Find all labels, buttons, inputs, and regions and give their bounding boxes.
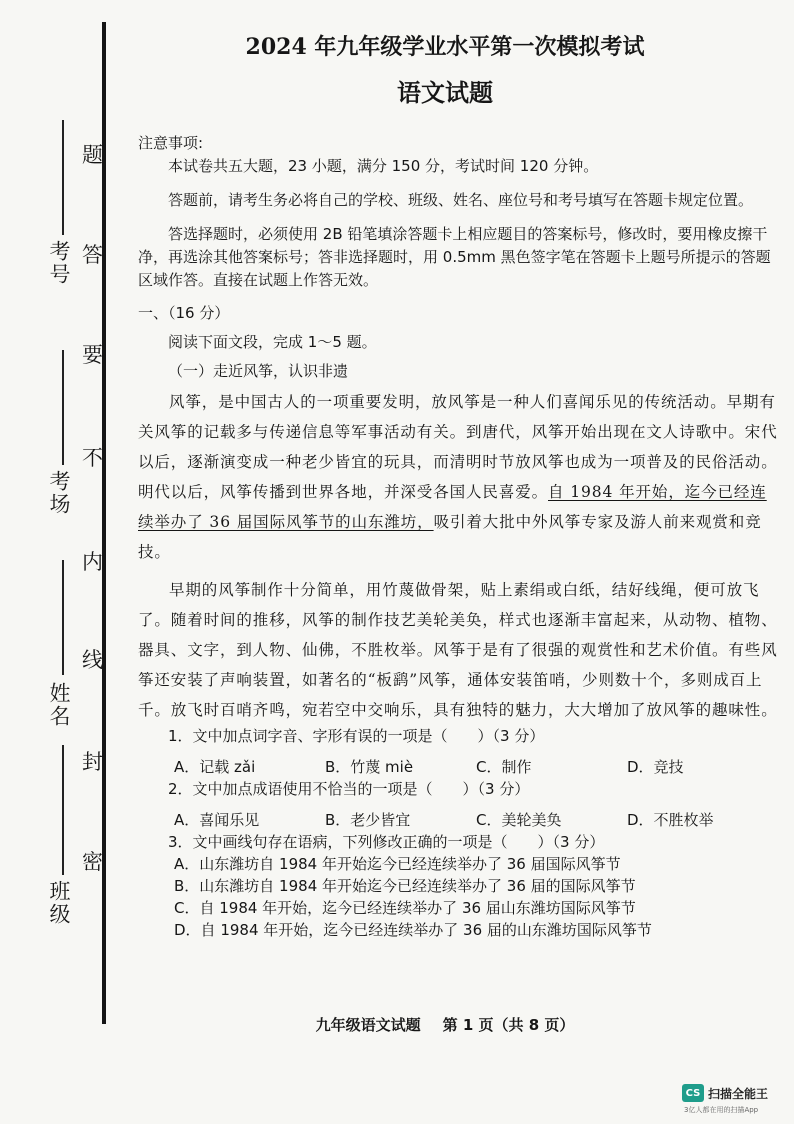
option-a: A．山东潍坊自 1984 年开始迄今已经连续举办了 36 届国际风筝节: [174, 855, 621, 873]
notice-item: 本试卷共五大题，23 小题，满分 150 分，考试时间 120 分钟。: [168, 157, 599, 175]
option-row: [138, 809, 778, 831]
passage-text: 风筝，是中国古人的一项重要发明，放风筝是一种人们喜闻乐见的传统活动。早期有关风筝的记载多与传递信息等军事活动有关。到唐代，风筝开始出现在文人诗歌中。宋代以后，逐渐演变成一种老少皆宜的玩具，而清明时节放风筝也成为一项普及的民俗活动。明代以后，风筝传播到世界各地，并深受各国人民喜爱。: [138, 393, 778, 501]
binding-char: 要: [82, 343, 103, 367]
scanner-watermark: [682, 1084, 768, 1102]
option-b: B．竹蔑 miè: [325, 758, 414, 776]
exam-subtitle: 语文试题: [397, 78, 493, 107]
exam-number-label: 考号: [47, 240, 71, 286]
exam-room-label: 考场: [47, 470, 71, 516]
option-c: C．自 1984 年开始，迄今已经连续举办了 36 届山东潍坊国际风筝节: [174, 899, 636, 917]
option-d: D．竞技: [627, 758, 684, 776]
name-label: 姓名: [47, 682, 71, 728]
option-row: [138, 756, 778, 778]
notice-item: 答选择题时，必须使用 2B 铅笔填涂答题卡上相应题目的答案标号，修改时，要用橡皮擦干净，再选涂其他答案标号；答非选择题时，用 0.5mm 黑色签字笔在答题卡上题号所提示的答题区域作答。直接在试题上作答无效。: [138, 225, 771, 289]
binding-margin: [0, 0, 108, 1124]
passage-paragraph: [138, 387, 778, 567]
option-c: C．制作: [476, 758, 532, 776]
footer-subject: 九年级语文试题: [315, 1016, 421, 1034]
exam-room-blank: [62, 350, 64, 465]
option-d: D．自 1984 年开始，迄今已经连续举办了 36 届的山东潍坊国际风筝节: [174, 921, 652, 939]
section-instruction: 阅读下面文段，完成 1～5 题。: [168, 333, 377, 351]
option-a: A．记载 zǎi: [174, 758, 256, 776]
exam-number-blank: [62, 120, 64, 235]
option-a: A．喜闻乐见: [174, 811, 260, 829]
binding-char: 内: [82, 550, 103, 574]
class-blank: [62, 745, 64, 875]
exam-title: 2024 年九年级学业水平第一次模拟考试: [245, 34, 645, 60]
question-stem: 2．文中加点成语使用不恰当的一项是（ ）（3 分）: [168, 780, 530, 798]
passage-text: 吸引着大批中外风筝专家及游人前来观赏和竞技。: [138, 513, 762, 561]
section-subheading: （一）走近风筝，认识非遗: [168, 362, 349, 380]
page-number: 第 1 页（共 8 页）: [442, 1016, 575, 1034]
underlined-sentence: 自 1984 年开始，迄今已经连续举办了 36 届国际风筝节的山东潍坊，: [138, 483, 767, 531]
option-b: B．山东潍坊自 1984 年开始迄今已经连续举办了 36 届的国际风筝节: [174, 877, 636, 895]
exam-content: [138, 132, 778, 941]
notice-heading: 注意事项:: [138, 134, 204, 152]
binding-char: 不: [82, 446, 103, 470]
watermark-tagline: 3亿人都在用的扫描App: [684, 1106, 759, 1114]
binding-char: 封: [82, 750, 103, 774]
name-blank: [62, 560, 64, 675]
cs-logo-icon: CS: [682, 1084, 704, 1102]
notice-item: 答题前，请考生务必将自己的学校、班级、姓名、座位号和考号填写在答题卡规定位置。: [168, 191, 754, 209]
option-b: B．老少皆宜: [325, 811, 411, 829]
binding-char: 密: [82, 850, 103, 874]
passage-paragraph: 早期的风筝制作十分简单，用竹蔑做骨架，贴上素绢或白纸，结好线绳，便可放飞了。随着时间的推移，风筝的制作技艺美轮美奂，样式也逐渐丰富起来，从动物、植物、器具、文字，到人物、仙佛，不胜枚举。风筝于是有了很强的观赏性和艺术价值。有些风筝还安装了声响装置，如著名的“板鹞”风筝，通体安装笛哨，少则数十个，多则成百上千。放飞时百哨齐鸣，宛若空中交响乐，具有独特的魅力，大大增加了放风筝的趣味性。: [138, 581, 778, 719]
binding-char: 题: [82, 143, 103, 167]
class-label: 班级: [47, 880, 71, 926]
binding-char: 线: [82, 648, 103, 672]
binding-char: 答: [82, 243, 103, 267]
option-d: D．不胜枚举: [627, 811, 714, 829]
page-footer: [115, 1014, 775, 1035]
section-heading: 一、（16 分）: [138, 304, 230, 322]
question-stem: 1．文中加点词字音、字形有误的一项是（ ）（3 分）: [168, 727, 545, 745]
question-stem: 3．文中画线句存在语病，下列修改正确的一项是（ ）（3 分）: [168, 833, 605, 851]
option-c: C．美轮美奂: [476, 811, 562, 829]
watermark-name: 扫描全能王: [708, 1086, 769, 1101]
